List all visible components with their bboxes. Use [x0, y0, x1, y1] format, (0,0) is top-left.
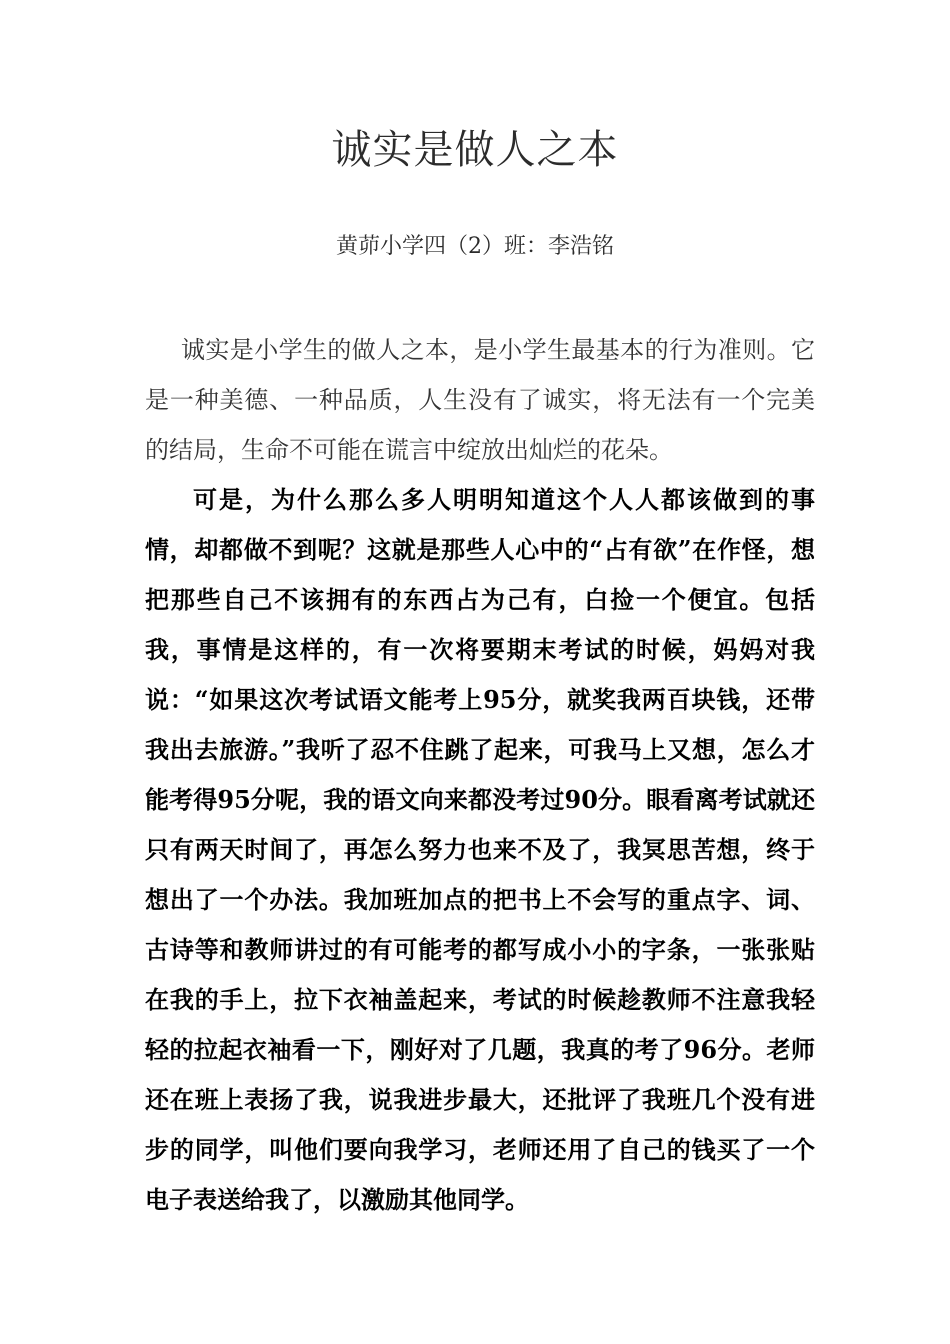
document-title: 诚实是做人之本 — [331, 127, 619, 173]
paragraph-1: 诚实是小学生的做人之本，是小学生最基本的行为准则。它是一种美德、一种品质，人生没有了诚实，将无法有一个完美的结局，生命不可能在谎言中绽放出灿烂的花朵。 — [145, 336, 815, 464]
paragraph-2: 可是，为什么那么多人明明知道这个人人都该做到的事情，却都做不到呢？这就是那些人心中的“占有欲”在作怪，想把那些自己不该拥有的东西占为己有，白捡一个便宜。包括我，事情是这样的，有一次将要期末考试的时候，妈妈对我说：“如果这次考试语文能考上95分，就奖我两百块钱，还带我出去旅游。”我听了忍不住跳了起来，可我马上又想，怎么才能考得95分呢，我的语文向来都没考过90分。眼看离考试就还只有两天时间了，再怎么努力也来不及了，我冥思苦想，终于想出了一个办法。我加班加点的把书上不会写的重点字、词、古诗等和教师讲过的有可能考的都写成小小的字条，一张张贴在我的手上，拉下衣袖盖起来，考试的时候趁教师不注意我轻轻的拉起衣袖看一下，刚好对了几题，我真的考了96分。老师还在班上表扬了我，说我进步最大，还批评了我班几个没有进步的同学，叫他们要向我学习，老师还用了自己的钱买了一个电子表送给我了，以激励其他同学。 — [145, 485, 815, 1214]
document-body — [145, 325, 815, 1225]
author-byline: 黄茆小学四（2）班：李浩铭 — [336, 234, 614, 259]
